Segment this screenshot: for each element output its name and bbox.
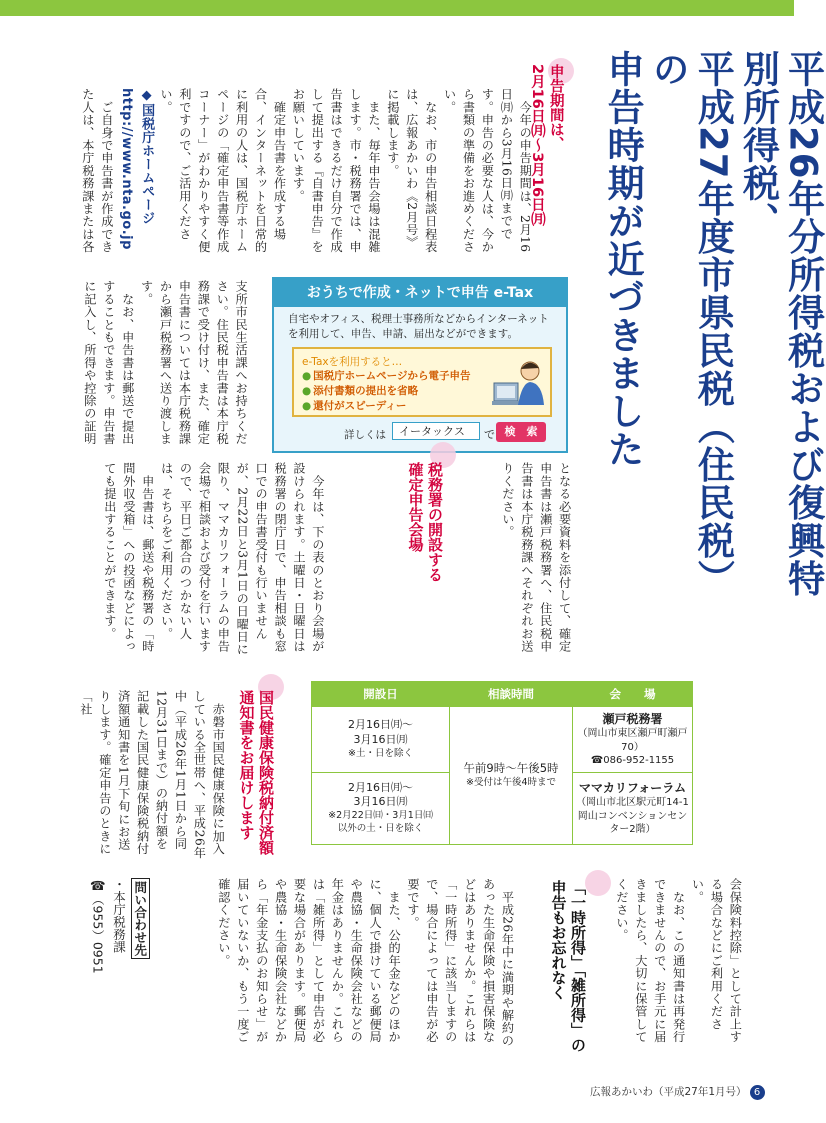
intro-paragraph-3: また、毎年申告会場は混雑します。市・税務署では、申告書はできるだけ自分で作成して提出する『自書申告』をお願いしています。 xyxy=(291,88,381,254)
row2-venue-address-2: 岡山コンベンションセンター2階） xyxy=(577,810,688,836)
inquiry-block xyxy=(87,878,151,1048)
attach-paragraph: となる必要資料を添付して、確定申告書は瀬戸税務署へ、住民税申告書は本庁税務課へそれぞれお送りください。 xyxy=(500,462,572,653)
nhi-text xyxy=(76,690,227,860)
table-header-venue: 会 場 xyxy=(573,682,693,707)
row1-venue-name: 瀬戸税務署 xyxy=(602,712,663,726)
table-cell-venue xyxy=(573,707,693,773)
inquiry-phone: ☎（955）0951 xyxy=(90,878,106,974)
intro-continued-paragraph-1: 支所市民生活課へお持ちください。住民税申告書は本庁税務課で受け付け、また、確定申告書については本庁税務課から瀬戸税務署へ送り渡します。 xyxy=(139,280,249,446)
etax-search-input[interactable]: イータックス xyxy=(392,422,480,440)
nta-homepage-label: ◆国税庁ホームページ xyxy=(139,88,155,225)
inquiry-heading: 問い合わせ先 xyxy=(131,878,150,959)
etax-benefits-list xyxy=(302,369,470,414)
nhi-paragraph: 赤磐市国民健康保険に加入している全世帯へ、平成26年中（平成26年1月1日から同12月31日まで）の納付額を記載した国民健康保険税納付済額通知書を1月下旬にお送りします。確定申告のときに「社 xyxy=(78,690,226,859)
table-header-dates: 開設日 xyxy=(312,682,450,707)
tax-office-heading-line-1: 税務署の開設する xyxy=(426,462,444,582)
top-color-bar xyxy=(0,0,794,16)
filing-period-label: 申告期間は、 xyxy=(547,64,564,151)
tax-venue-table xyxy=(311,681,693,845)
page-footer xyxy=(590,1084,765,1100)
title-line-1: 平成26年分所得税および復興特別所得税、 xyxy=(736,50,825,598)
etax-info-box xyxy=(272,277,568,453)
tax-office-paragraph-2: 申告書は、郵送や税務署の「時間外収受箱」への投函などによっても提出することができます。 xyxy=(102,462,155,653)
title-line-2: 平成27年度市県民税（住民税）の xyxy=(646,50,735,598)
page-number: 6 xyxy=(750,1085,765,1100)
intro-continued-paragraph-2: なお、申告書は郵送で提出することもできます。申告書に記入し、所得や控除の証明 xyxy=(82,280,135,446)
table-cell-venue xyxy=(573,772,693,844)
inquiry-department: ・本庁税務課 xyxy=(111,878,127,953)
title-line-3: 申告時期が近づきました xyxy=(601,50,645,468)
nhi-heading-line-1: 国民健康保険税納付済額 xyxy=(257,690,275,855)
income-heading-decoration xyxy=(585,870,611,896)
intro-paragraph-1: 今年の申告期間は、2月16日㈪から3月16日㈪までです。申告の必要な人は、今から書類の準備をお進めください。 xyxy=(442,88,533,254)
row1-venue-address: （岡山市東区瀬戸町瀬戸70） xyxy=(577,728,688,753)
row2-venue-name: ママカリフォーラム xyxy=(578,780,687,795)
row1-date-end: 3月16日㈪ xyxy=(353,732,408,746)
page-title xyxy=(600,50,826,610)
tax-office-text xyxy=(100,462,327,662)
etax-more-label: 詳しくは xyxy=(344,429,386,441)
income-heading xyxy=(548,880,587,1060)
consultation-hours-note: ※受付は午後4時まで xyxy=(465,776,556,788)
row2-date-note-2: 以外の土・日を除く xyxy=(337,823,424,835)
nhi-continued-paragraph-1: 会保険料控除」として計上する場合などにご利用ください。 xyxy=(690,878,743,1044)
intro-paragraph-5: ご自身で申告書が作成できた人は、本庁税務課または各 xyxy=(80,88,114,254)
row2-date-end: 3月16日㈪ xyxy=(353,795,408,809)
nhi-continued-text xyxy=(612,878,744,1053)
etax-search-particle: で xyxy=(484,428,495,441)
income-paragraph-2: また、公的年金などのほかに、個人で掛けている郵便局や農協・生命保険会社などの年金はありませんか。これらは「雑所得」として申告が必要な場合があります。郵便局や農協・生命保険会社などから「年金支払のお知らせ」が届いていないか、もう一度ご確認ください。 xyxy=(216,878,402,1044)
income-text xyxy=(214,878,517,1048)
nhi-continued-paragraph-2: なお、この通知書は再発行できませんので、お手元に届きましたら、大切に保管してください。 xyxy=(614,878,686,1044)
row2-date-start: 2月16日㈪〜 xyxy=(348,780,413,794)
tax-office-heading-line-2: 確定申告会場 xyxy=(406,462,425,552)
row1-date-note: ※土・日を除く xyxy=(348,747,413,759)
etax-benefits-lead: e-Taxを利用すると… xyxy=(302,356,403,368)
income-heading-line-2: 申告もお忘れなく xyxy=(549,880,568,1000)
nhi-heading-line-2: 通知書をお届けします xyxy=(237,690,256,840)
row1-venue-phone: ☎086-952-1155 xyxy=(590,755,675,767)
table-cell-dates xyxy=(312,772,450,844)
row2-date-note: ※2月22日㈰・3月1日㈰ xyxy=(328,810,433,822)
table-cell-dates xyxy=(312,707,450,773)
etax-description: 自宅やオフィス、税理士事務所などからインターネットを利用して、申告、申請、届出などができます。 xyxy=(288,313,549,341)
attach-text xyxy=(498,462,574,662)
income-paragraph-1: 平成26年中に満期や解約のあった生命保険や損害保険などはありませんか。これらは「一時所得」に該当しますので、場合によっては申告が必要です。 xyxy=(405,878,515,1047)
intro-continued-text xyxy=(80,280,250,452)
etax-title: おうちで作成・ネットで申告 e-Tax xyxy=(274,279,566,307)
etax-benefit-item: ● 添付書類の提出を省略 xyxy=(302,384,470,399)
footer-publication: 広報あかいわ（平成27年1月号） xyxy=(590,1086,747,1098)
etax-search-button[interactable]: 検 索 xyxy=(496,422,546,442)
row1-date-start: 2月16日㈪〜 xyxy=(348,718,413,732)
table-header-hours: 相談時間 xyxy=(450,682,573,707)
table-header-row xyxy=(312,682,693,707)
intro-paragraph-4: 確定申告書を作成する場合、インターネットを日常的に利用の人は、国税庁ホームページの「確定申告書等作成コーナー」がわかりやすく便利ですので、ご活用ください。 xyxy=(159,88,287,254)
row2-venue-address: （岡山市北区駅元町14-1 xyxy=(576,797,689,809)
intro-paragraph-2: なお、市の申告相談日程表は、広報あかいわ《2月号》に掲載します。 xyxy=(385,88,438,254)
etax-benefits-box xyxy=(292,347,552,417)
etax-benefit-item: ● 国税庁ホームページから電子申告 xyxy=(302,369,470,384)
consultation-hours: 午前9時〜午後5時 xyxy=(463,761,559,776)
etax-benefit-item: ● 還付がスピーディー xyxy=(302,399,470,414)
nta-homepage-link[interactable]: http://www.nta.go.jp xyxy=(118,88,134,250)
filing-period-dates: 2月16日㈪〜3月16日㈪ xyxy=(528,64,545,227)
income-heading-line-1: 「一時所得」「雑所得」の xyxy=(569,880,587,1053)
tax-office-heading xyxy=(405,462,444,642)
computer-user-illustration xyxy=(492,355,544,411)
nhi-heading xyxy=(236,690,275,900)
table-row xyxy=(312,707,693,773)
intro-text xyxy=(78,88,534,260)
table-cell-hours xyxy=(450,707,573,845)
tax-office-paragraph-1: 今年は、下の表のとおり会場が設けられます。土曜日・日曜日は税務署の閉庁日で、申告相談も窓口での申告書受付も行いませんが、2月22日と3月1日の日曜日に限り、ママカリフォーラムの申告会場で相談および受付を行いますので、平日ご都合のつかない人は、そちらをご利用ください。 xyxy=(159,462,325,656)
